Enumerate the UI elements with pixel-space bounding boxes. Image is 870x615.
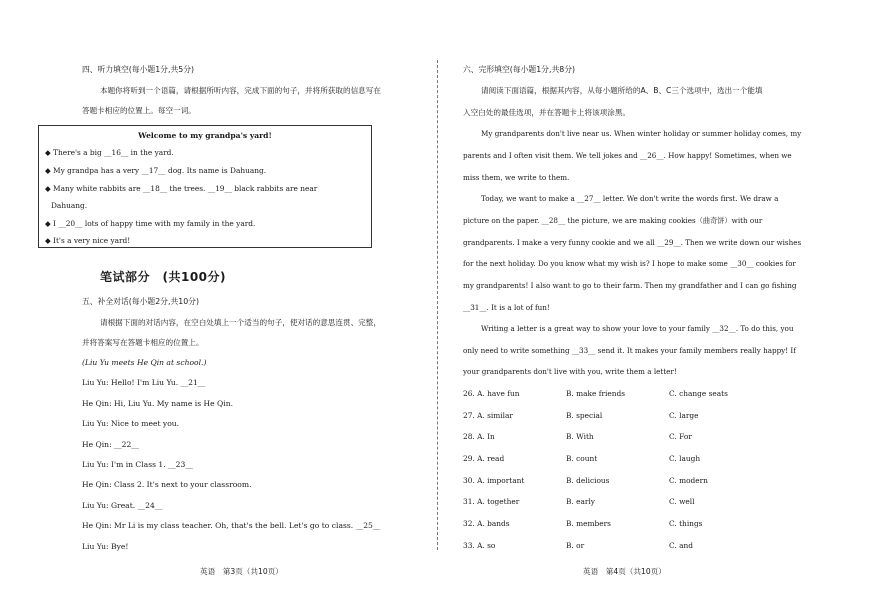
dialogue-line: Liu Yu: I'm in Class 1. __23__	[82, 460, 193, 469]
option-c: C. modern	[669, 476, 708, 485]
option-a: 29. A. read	[463, 454, 505, 463]
option-b: B. early	[566, 497, 595, 506]
option-a: 28. A. In	[463, 432, 495, 441]
passage-line: Today, we want to make a __27__ letter. We don't write the words first. We draw a	[481, 194, 779, 203]
dialogue-line: Liu Yu: Bye!	[82, 542, 129, 551]
option-a: 27. A. similar	[463, 411, 513, 420]
page-footer-left: 英语 第3页（共10页）	[200, 567, 283, 576]
passage-line: for the next holiday. Do you know what my wish is? I hope to make some __30__ cookies for	[463, 259, 796, 268]
box-item: Dahuang.	[51, 201, 88, 210]
option-b: B. make friends	[566, 389, 626, 398]
passage-line: miss them, we write to them.	[463, 173, 570, 182]
option-b: B. delicious	[566, 476, 610, 485]
option-a: 32. A. bands	[463, 519, 510, 528]
passage-line: My grandparents don't live near us. When winter holiday or summer holiday comes, my	[481, 129, 802, 138]
option-b: B. members	[566, 519, 611, 528]
box-item: ◆ My grandpa has a very __17__ dog. Its name is Dahuang.	[45, 166, 267, 175]
passage-line: only need to write something __33__ send it. It makes your family members really happy! If	[463, 346, 796, 355]
option-b: B. With	[566, 432, 594, 441]
dialogue-line: Liu Yu: Hello! I'm Liu Yu. __21__	[82, 378, 206, 387]
written-part-title: 笔试部分 (共100分)	[100, 270, 227, 284]
option-c: C. laugh	[669, 454, 701, 463]
section-6-instruction: 请阅读下面语篇，根据其内容，从每小题所给的A、B、C三个选项中，选出一个能填	[481, 86, 763, 95]
section-4-title: 四、听力填空(每小题1分,共5分)	[82, 65, 195, 74]
right-column	[463, 0, 802, 615]
option-b: B. count	[566, 454, 598, 463]
option-c: C. change seats	[669, 389, 728, 398]
option-c: C. For	[669, 432, 692, 441]
passage-line: my grandparents! I also want to go to their farm. Then my grandfather and I can go fishing	[463, 281, 797, 290]
passage-line: picture on the paper. __28__ the picture, we are making cookies（曲奇饼）with our	[463, 216, 763, 225]
dialogue-line: Liu Yu: Nice to meet you.	[82, 419, 180, 428]
passage-line: grandparents. I make a very funny cookie and we all __29__. Then we write down our wishes	[463, 238, 802, 247]
passage-line: Writing a letter is a great way to show your love to your family __32__. To do this, you	[481, 324, 794, 333]
option-c: C. and	[669, 541, 693, 550]
box-item: ◆ It's a very nice yard!	[45, 236, 131, 245]
section-5-instruction: 请根据下面的对话内容，在空白处填上一个适当的句子，使对话的意思连贯、完整，	[100, 318, 381, 327]
box-item: ◆ Many white rabbits are __18__ the trees. __19__ black rabbits are near	[45, 184, 318, 193]
left-column-lower	[82, 0, 412, 615]
dialogue-line: He Qin: Hi, Liu Yu. My name is He Qin.	[82, 399, 234, 408]
column-divider	[437, 60, 438, 550]
dialogue-line: He Qin: Mr Li is my class teacher. Oh, that's the bell. Let's go to class. __25__	[82, 521, 381, 530]
passage-line: parents and I often visit them. We tell jokes and __26__. How happy! Sometimes, when we	[463, 151, 792, 160]
option-a: 30. A. important	[463, 476, 525, 485]
option-c: C. things	[669, 519, 703, 528]
box-item: ◆ I __20__ lots of happy time with my family in the yard.	[45, 219, 256, 228]
dialogue-line: He Qin: Class 2. It's next to your classroom.	[82, 480, 252, 489]
section-4-instruction-cont: 答题卡相应的位置上。每空一词。	[82, 106, 196, 115]
box-title: Welcome to my grandpa's yard!	[138, 131, 272, 140]
box-item: ◆ There's a big __16__ in the yard.	[45, 148, 174, 157]
option-c: C. large	[669, 411, 699, 420]
passage-line: your grandparents don't live with you, write them a letter!	[463, 367, 677, 376]
section-5-instruction-cont: 并将答案写在答题卡相应的位置上。	[82, 338, 204, 347]
option-b: B. or	[566, 541, 585, 550]
section-5-title: 五、补全对话(每小题2分,共10分)	[82, 297, 200, 306]
dialogue-line: Liu Yu: Great. __24__	[82, 501, 163, 510]
option-a: 33. A. so	[463, 541, 496, 550]
option-b: B. special	[566, 411, 603, 420]
section-6-title: 六、完形填空(每小题1分,共8分)	[463, 65, 576, 74]
option-a: 31. A. together	[463, 497, 520, 506]
passage-line: __31__. It is a lot of fun!	[463, 303, 550, 312]
dialogue-scene: (Liu Yu meets He Qin at school.)	[82, 358, 207, 367]
page-footer-right: 英语 第4页（共10页）	[583, 567, 666, 576]
option-a: 26. A. have fun	[463, 389, 520, 398]
dialogue-line: He Qin: __22__	[82, 440, 139, 449]
section-4-instruction: 本题你将听到一个语篇，请根据所听内容，完成下面的句子，并将所获取的信息写在	[100, 86, 381, 95]
section-6-instruction-cont: 入空白处的最佳选项，并在答题卡上将该项涂黑。	[463, 108, 631, 117]
option-c: C. well	[669, 497, 695, 506]
